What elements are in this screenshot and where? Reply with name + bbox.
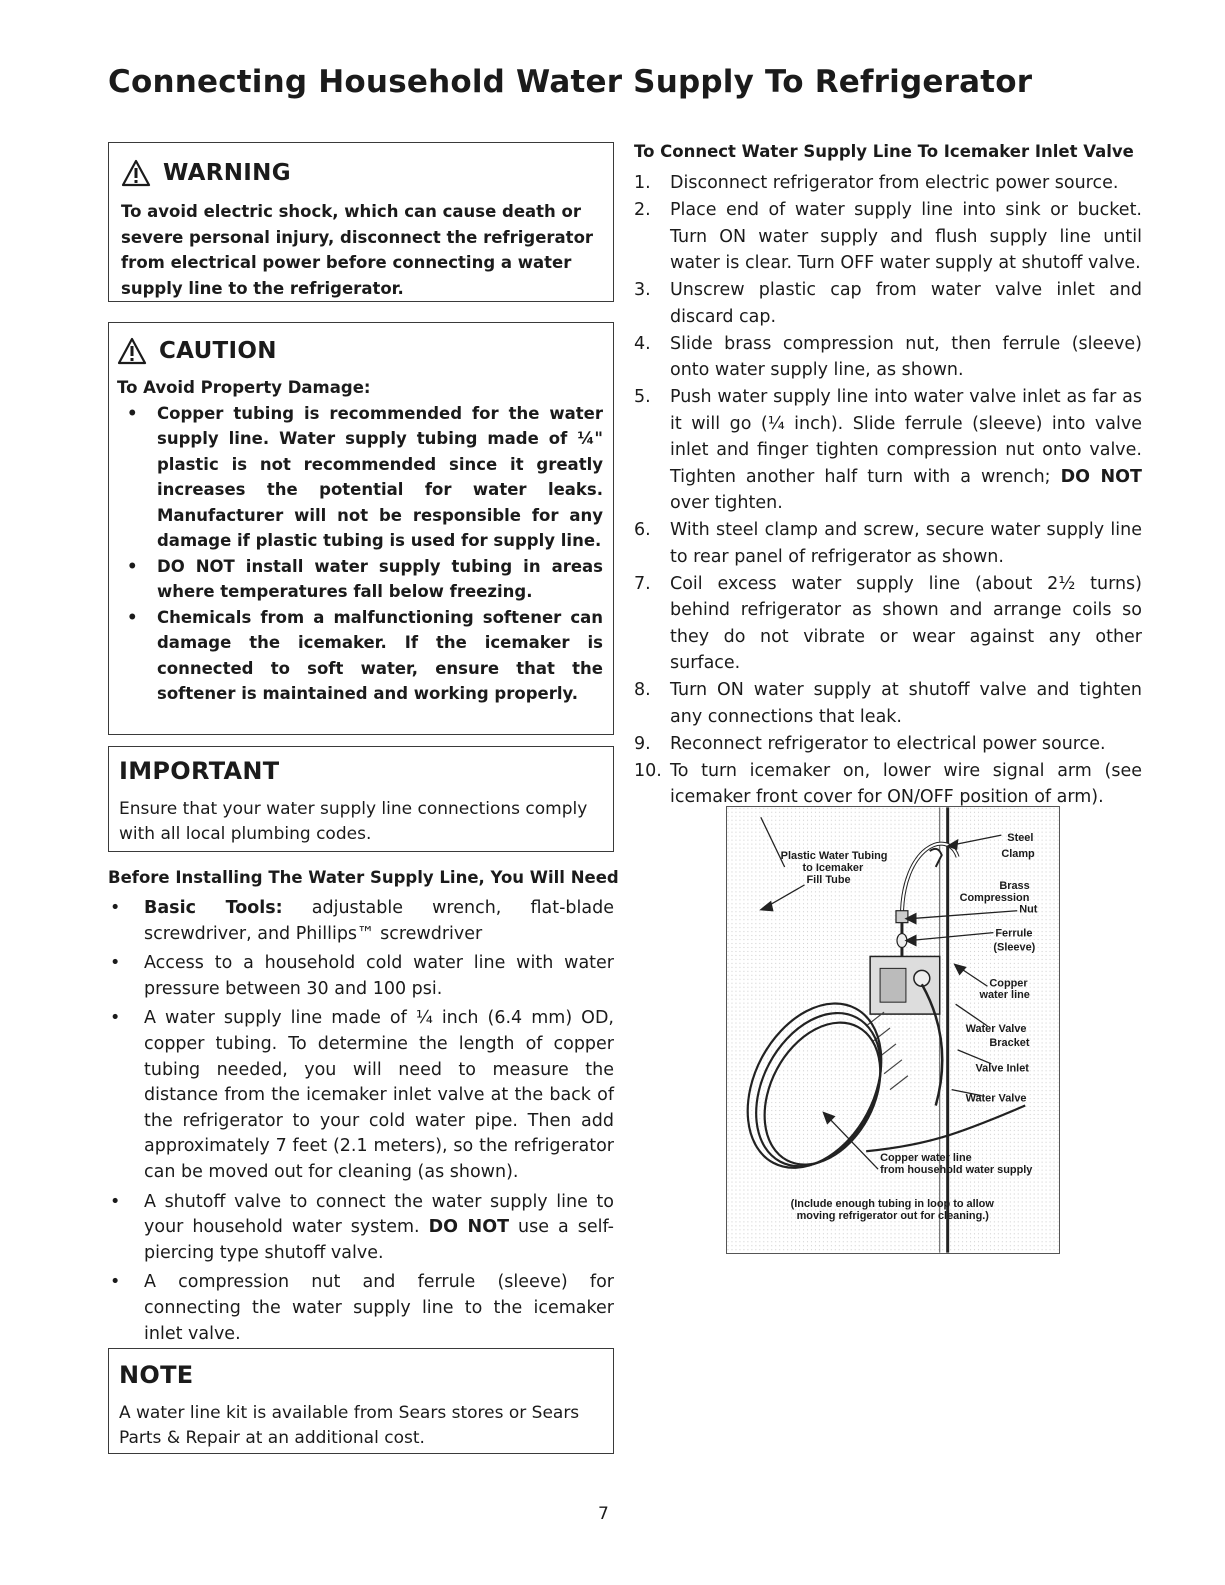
requirement-text: A water supply line made of ¼ inch (6.4 mm) OD, copper tubing. To determine the length of copper tubing needed, you will need to measure the distance from the icemaker inlet valve at the back of the refrigerator to your cold water pipe. Then add approximately 7 feet (2.1 meters), so the refrigerator can be moved out for cleaning (as shown). — [144, 1008, 614, 1182]
label-plastic-tubing-1: Plastic Water Tubing — [780, 850, 888, 863]
caution-header — [117, 337, 603, 365]
warning-text: To avoid electric shock, which can cause death or severe personal injury, disconnect the refrigerator from electrical power before connecting a water supply line to the refrigerator. — [121, 202, 594, 298]
step-item — [634, 677, 1142, 730]
requirement-lead: Basic Tools: — [144, 898, 283, 918]
note-heading: NOTE — [119, 1361, 194, 1389]
requirement-text: A shutoff valve to connect the water supply line to your household water system. — [144, 1191, 614, 1238]
label-bracket-1: Water Valve — [965, 1022, 1027, 1035]
note-text: A water line kit is available from Sears stores or Sears Parts & Repair at an additional cost. — [119, 1403, 580, 1448]
step-number: 6. — [634, 520, 651, 540]
label-ferrule-2: (Sleeve) — [993, 941, 1036, 954]
requirements-list — [108, 896, 614, 1347]
water-line-diagram — [726, 806, 1060, 1254]
step-emphasis: DO NOT — [1060, 466, 1142, 487]
requirements-heading: Before Installing The Water Supply Line, You Will Need — [108, 868, 619, 887]
caution-subheading: To Avoid Property Damage: — [117, 378, 371, 397]
label-steel-clamp-1: Steel — [1007, 832, 1034, 845]
requirement-text: Access to a household cold water line with water pressure between 30 and 100 psi. — [144, 953, 614, 999]
requirement-text: adjustable wrench, flat-blade screwdriver, and Phillips™ screwdriver — [144, 898, 614, 944]
step-number: 3. — [634, 280, 651, 300]
label-loop-note-2: moving refrigerator out for cleaning.) — [796, 1209, 989, 1222]
label-brass-1: Brass — [999, 879, 1030, 892]
step-number: 8. — [634, 680, 651, 700]
label-ferrule-1: Ferrule — [995, 927, 1033, 940]
step-number: 4. — [634, 333, 651, 354]
step-text: Reconnect refrigerator to electrical power source. — [670, 733, 1106, 754]
page-title: Connecting Household Water Supply To Refrigerator — [108, 64, 1033, 100]
step-item — [634, 571, 1142, 677]
step-text: Disconnect refrigerator from electric power source. — [670, 173, 1119, 193]
caution-list — [117, 401, 603, 707]
step-item — [634, 277, 1142, 330]
caution-item: • Copper tubing is recommended for the water supply line. Water supply tubing made of ¼" plastic is not recommended since it greatly increases the potential for water leaks. Manufacturer will not be responsible for any damage if plastic tubing is used for supply line. — [117, 401, 603, 554]
label-copper-line-1: Copper — [989, 977, 1028, 990]
step-item — [634, 384, 1142, 517]
warning-header — [121, 159, 603, 187]
step-tail: over tighten. — [670, 493, 783, 513]
caution-heading: CAUTION — [159, 338, 277, 364]
diagram-illustration — [727, 807, 1059, 1253]
note-box — [108, 1348, 614, 1454]
step-text: Turn ON water supply at shutoff valve and tighten any connections that leak. — [670, 680, 1142, 727]
requirement-text: A compression nut and ferrule (sleeve) for connecting the water supply line to the icemaker inlet valve. — [144, 1272, 614, 1344]
step-number: 10. — [634, 760, 662, 781]
step-number: 7. — [634, 573, 651, 594]
label-brass-3: Nut — [1019, 903, 1038, 916]
step-item — [634, 731, 1142, 758]
step-text: With steel clamp and screw, secure water supply line to rear panel of refrigerator as shown. — [670, 520, 1142, 567]
warning-heading: WARNING — [163, 160, 291, 186]
step-number: 9. — [634, 733, 651, 754]
caution-item: • DO NOT install water supply tubing in areas where temperatures fall below freezing. — [117, 554, 603, 605]
requirement-item — [108, 1190, 614, 1267]
label-brass-2: Compression — [959, 891, 1030, 904]
important-text: Ensure that your water supply line connections comply with all local plumbing codes. — [119, 799, 588, 844]
label-household-line-1: Copper water line — [880, 1152, 972, 1165]
step-number: 2. — [634, 200, 651, 220]
steps-heading: To Connect Water Supply Line To Icemaker Inlet Valve — [634, 142, 1134, 161]
label-steel-clamp-2: Clamp — [1001, 848, 1035, 861]
step-item — [634, 758, 1142, 811]
step-text: Coil excess water supply line (about 2½ turns) behind refrigerator as shown and arrange coils so they do not vibrate or wear against any other surface. — [670, 573, 1142, 673]
label-copper-line-2: water line — [979, 989, 1030, 1002]
page-number: 7 — [598, 1504, 609, 1524]
label-bracket-2: Bracket — [989, 1036, 1030, 1049]
requirement-tail: use a self-piercing type shutoff valve. — [144, 1217, 614, 1263]
label-household-line-2: from household water supply — [880, 1164, 1033, 1177]
caution-triangle-icon — [117, 337, 147, 365]
label-plastic-tubing-3: Fill Tube — [806, 873, 851, 886]
step-number: 5. — [634, 387, 651, 407]
warning-box — [108, 142, 614, 302]
requirement-item — [108, 1006, 614, 1185]
step-item — [634, 170, 1142, 197]
requirement-item — [108, 1270, 614, 1347]
step-text: Slide brass compression nut, then ferrule (sleeve) onto water supply line, as shown. — [670, 333, 1142, 380]
step-item — [634, 197, 1142, 277]
requirement-item — [108, 896, 614, 947]
important-heading: IMPORTANT — [119, 757, 280, 785]
requirement-emphasis: DO NOT — [428, 1217, 510, 1238]
warning-triangle-icon — [121, 159, 151, 187]
label-plastic-tubing-2: to Icemaker — [802, 861, 864, 874]
steps-list — [634, 170, 1142, 811]
caution-box — [108, 322, 614, 735]
step-text: Push water supply line into water valve inlet as far as it will go (¼ inch). Slide ferrule (sleeve) into valve inlet and finger tighten compression nut onto valve. Tighten another half turn with a wrench; — [670, 387, 1142, 487]
step-item — [634, 517, 1142, 570]
label-water-valve: Water Valve — [965, 1092, 1027, 1105]
step-item — [634, 331, 1142, 384]
requirement-item — [108, 951, 614, 1002]
step-text: To turn icemaker on, lower wire signal arm (see icemaker front cover for ON/OFF position of arm). — [670, 760, 1142, 807]
step-text: Unscrew plastic cap from water valve inlet and discard cap. — [670, 280, 1142, 327]
label-valve-inlet: Valve Inlet — [975, 1062, 1029, 1075]
step-text: Place end of water supply line into sink or bucket. Turn ON water supply and flush supply line until water is clear. Turn OFF water supply at shutoff valve. — [670, 200, 1142, 273]
important-box — [108, 746, 614, 852]
label-loop-note-1: (Include enough tubing in loop to allow — [790, 1197, 994, 1210]
caution-item: • Chemicals from a malfunctioning softener can damage the icemaker. If the icemaker is connected to soft water, ensure that the softener is maintained and working properly. — [117, 605, 603, 707]
step-number: 1. — [634, 173, 651, 193]
